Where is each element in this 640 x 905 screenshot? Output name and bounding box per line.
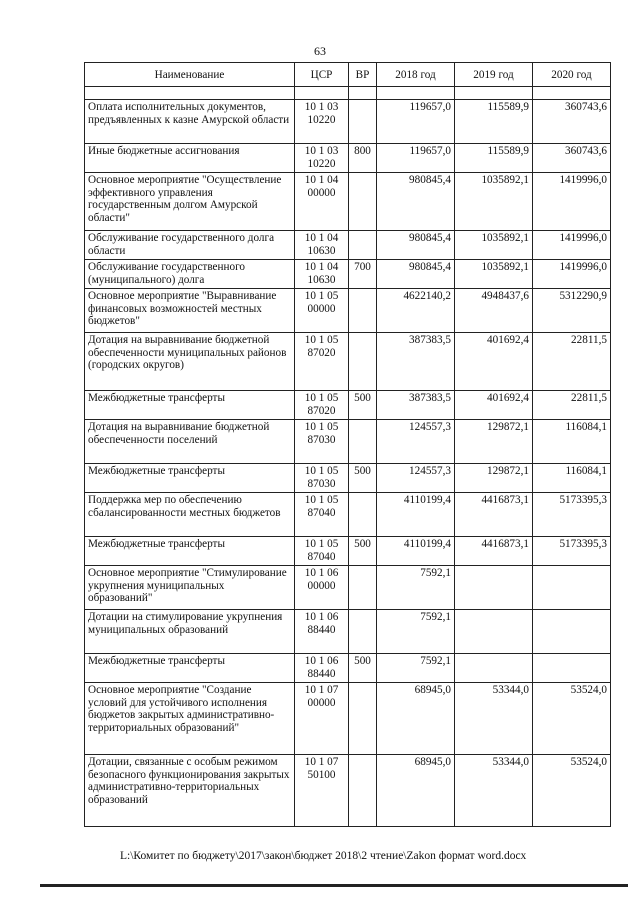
row-csr: 10 1 07 50100 — [295, 755, 349, 827]
row-2019: 115589,9 — [455, 144, 533, 173]
bottom-border-line — [40, 884, 628, 887]
spacer-cell — [377, 87, 455, 100]
row-vr: 500 — [349, 537, 377, 566]
row-2018: 68945,0 — [377, 755, 455, 827]
page-number: 63 — [314, 44, 326, 58]
row-name: Основное мероприятие "Создание условий для устойчивого исполнения бюджетов закрытых административно-территориальных образований" — [85, 683, 295, 755]
row-2020: 53524,0 — [533, 755, 611, 827]
row-vr — [349, 683, 377, 755]
row-2019: 53344,0 — [455, 755, 533, 827]
table-row — [85, 260, 611, 289]
table-row — [85, 493, 611, 537]
row-2020: 22811,5 — [533, 333, 611, 391]
row-2019: 4416873,1 — [455, 493, 533, 537]
row-csr: 10 1 05 87020 — [295, 333, 349, 391]
row-csr: 10 1 05 00000 — [295, 289, 349, 333]
row-vr — [349, 333, 377, 391]
row-2019 — [455, 566, 533, 610]
row-vr — [349, 100, 377, 144]
row-name: Дотации на стимулирование укрупнения муниципальных образований — [85, 610, 295, 654]
header-vr: ВР — [349, 63, 377, 87]
row-name: Дотация на выравнивание бюджетной обеспеченности поселений — [85, 420, 295, 464]
header-spacer-row — [85, 87, 611, 100]
row-2020: 360743,6 — [533, 144, 611, 173]
row-2019: 4948437,6 — [455, 289, 533, 333]
row-csr: 10 1 03 10220 — [295, 100, 349, 144]
row-2019: 401692,4 — [455, 391, 533, 420]
table-row — [85, 144, 611, 173]
row-name: Иные бюджетные ассигнования — [85, 144, 295, 173]
row-csr: 10 1 04 10630 — [295, 260, 349, 289]
row-2018: 387383,5 — [377, 333, 455, 391]
row-2018: 387383,5 — [377, 391, 455, 420]
row-2018: 7592,1 — [377, 610, 455, 654]
row-2018: 980845,4 — [377, 231, 455, 260]
row-csr: 10 1 06 88440 — [295, 610, 349, 654]
row-vr — [349, 610, 377, 654]
table-row — [85, 173, 611, 231]
row-csr: 10 1 05 87030 — [295, 420, 349, 464]
header-2019: 2019 год — [455, 63, 533, 87]
row-2020: 116084,1 — [533, 464, 611, 493]
row-2020: 1419996,0 — [533, 260, 611, 289]
table-header-row — [85, 63, 611, 87]
row-vr — [349, 420, 377, 464]
row-csr: 10 1 05 87040 — [295, 493, 349, 537]
row-vr: 500 — [349, 391, 377, 420]
row-2018: 124557,3 — [377, 464, 455, 493]
row-vr — [349, 173, 377, 231]
row-2019 — [455, 610, 533, 654]
row-name: Основное мероприятие "Выравнивание финансовых возможностей местных бюджетов" — [85, 289, 295, 333]
row-2019 — [455, 654, 533, 683]
table-row — [85, 100, 611, 144]
row-name: Дотации, связанные с особым режимом безопасного функционирования закрытых административно-территориальных образований — [85, 755, 295, 827]
row-csr: 10 1 04 10630 — [295, 231, 349, 260]
row-2019: 1035892,1 — [455, 173, 533, 231]
row-2018: 119657,0 — [377, 100, 455, 144]
row-name: Межбюджетные трансферты — [85, 654, 295, 683]
row-csr: 10 1 04 00000 — [295, 173, 349, 231]
header-name: Наименование — [85, 63, 295, 87]
row-vr: 700 — [349, 260, 377, 289]
row-vr — [349, 566, 377, 610]
table-row — [85, 333, 611, 391]
row-2018: 4110199,4 — [377, 537, 455, 566]
table-row — [85, 391, 611, 420]
row-name: Основное мероприятие "Осуществление эффективного управления государственным долгом Амурской области" — [85, 173, 295, 231]
row-name: Межбюджетные трансферты — [85, 537, 295, 566]
row-name: Межбюджетные трансферты — [85, 391, 295, 420]
row-2020: 53524,0 — [533, 683, 611, 755]
row-vr — [349, 231, 377, 260]
row-csr: 10 1 05 87040 — [295, 537, 349, 566]
row-2020: 5312290,9 — [533, 289, 611, 333]
row-2020: 116084,1 — [533, 420, 611, 464]
row-2019: 401692,4 — [455, 333, 533, 391]
row-2020: 360743,6 — [533, 100, 611, 144]
row-2019: 53344,0 — [455, 683, 533, 755]
row-2020: 22811,5 — [533, 391, 611, 420]
row-2020: 5173395,3 — [533, 493, 611, 537]
row-vr: 500 — [349, 464, 377, 493]
row-name: Межбюджетные трансферты — [85, 464, 295, 493]
table-row — [85, 537, 611, 566]
row-2019: 1035892,1 — [455, 260, 533, 289]
row-vr — [349, 755, 377, 827]
row-2020 — [533, 566, 611, 610]
table-row — [85, 464, 611, 493]
budget-table — [84, 62, 611, 827]
row-csr: 10 1 06 88440 — [295, 654, 349, 683]
row-vr — [349, 289, 377, 333]
row-vr — [349, 493, 377, 537]
row-2018: 4110199,4 — [377, 493, 455, 537]
row-2018: 7592,1 — [377, 566, 455, 610]
row-csr: 10 1 07 00000 — [295, 683, 349, 755]
row-2020 — [533, 654, 611, 683]
row-2018: 7592,1 — [377, 654, 455, 683]
table-row — [85, 231, 611, 260]
row-name: Обслуживание государственного (муниципального) долга — [85, 260, 295, 289]
row-csr: 10 1 05 87020 — [295, 391, 349, 420]
row-vr: 500 — [349, 654, 377, 683]
row-csr: 10 1 05 87030 — [295, 464, 349, 493]
row-name: Обслуживание государственного долга области — [85, 231, 295, 260]
row-2018: 4622140,2 — [377, 289, 455, 333]
header-2018: 2018 год — [377, 63, 455, 87]
row-2018: 119657,0 — [377, 144, 455, 173]
spacer-cell — [295, 87, 349, 100]
row-name: Дотация на выравнивание бюджетной обеспеченности муниципальных районов (городских округов) — [85, 333, 295, 391]
row-2020: 1419996,0 — [533, 173, 611, 231]
row-2019: 129872,1 — [455, 464, 533, 493]
row-2020: 5173395,3 — [533, 537, 611, 566]
spacer-cell — [349, 87, 377, 100]
row-name: Поддержка мер по обеспечению сбалансированности местных бюджетов — [85, 493, 295, 537]
row-2019: 4416873,1 — [455, 537, 533, 566]
table-row — [85, 755, 611, 827]
row-name: Основное мероприятие "Стимулирование укрупнения муниципальных образований" — [85, 566, 295, 610]
table-row — [85, 610, 611, 654]
table-row — [85, 654, 611, 683]
row-name: Оплата исполнительных документов, предъявленных к казне Амурской области — [85, 100, 295, 144]
header-2020: 2020 год — [533, 63, 611, 87]
table-row — [85, 683, 611, 755]
row-2020: 1419996,0 — [533, 231, 611, 260]
row-2018: 68945,0 — [377, 683, 455, 755]
row-2018: 980845,4 — [377, 260, 455, 289]
file-path-footer: L:\Комитет по бюджету\2017\закон\бюджет 2018\2 чтение\Zakon формат word.docx — [120, 850, 527, 862]
row-2020 — [533, 610, 611, 654]
row-2019: 129872,1 — [455, 420, 533, 464]
spacer-cell — [533, 87, 611, 100]
table-row — [85, 289, 611, 333]
table-row — [85, 566, 611, 610]
row-2018: 124557,3 — [377, 420, 455, 464]
spacer-cell — [455, 87, 533, 100]
row-2019: 115589,9 — [455, 100, 533, 144]
row-csr: 10 1 03 10220 — [295, 144, 349, 173]
header-csr: ЦСР — [295, 63, 349, 87]
row-2019: 1035892,1 — [455, 231, 533, 260]
row-csr: 10 1 06 00000 — [295, 566, 349, 610]
table-row — [85, 420, 611, 464]
row-vr: 800 — [349, 144, 377, 173]
row-2018: 980845,4 — [377, 173, 455, 231]
spacer-cell — [85, 87, 295, 100]
